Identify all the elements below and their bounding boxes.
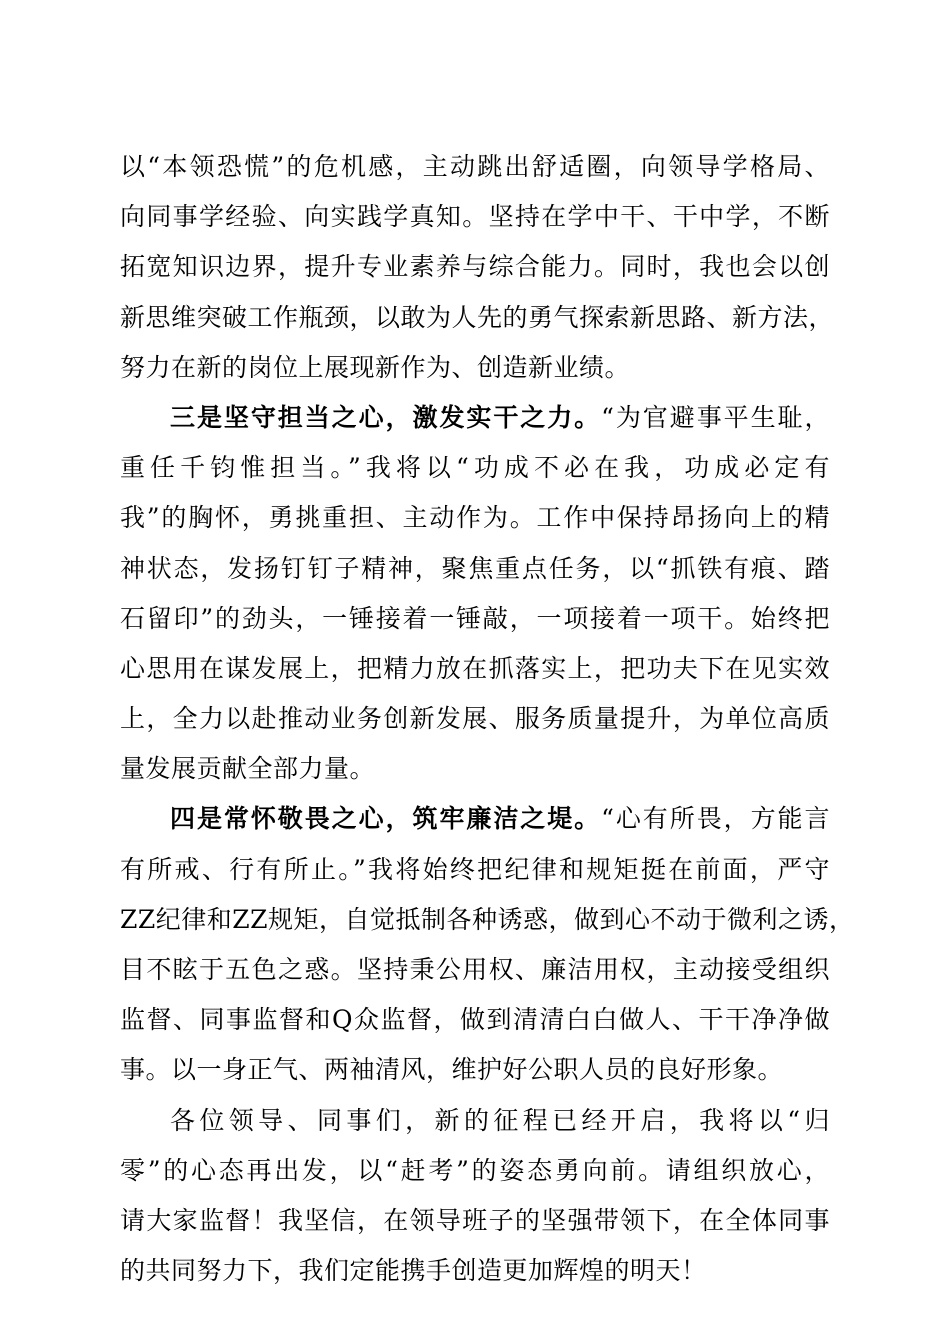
text-line (120, 794, 830, 844)
text-line: 目不眩于五色之惑。坚持秉公用权、廉洁用权，主动接受组织 (120, 955, 830, 984)
text-line: 向同事学经验、向实践学真知。坚持在学中干、干中学，不断 (120, 202, 830, 232)
section-heading: 三是坚守担当之心，激发实干之力。 (170, 402, 602, 432)
text-line: 事。以一身正气、两袖清风，维护好公职人员的良好形象。 (120, 1055, 784, 1085)
paragraph-2 (120, 393, 830, 795)
text-line: 上，全力以赴推动业务创新发展、服务质量提升，为单位高质 (120, 704, 830, 734)
text-line: 监督、同事监督和Q众监督，做到清清白白做人、干干净净做 (120, 1005, 830, 1035)
text-line (120, 393, 830, 443)
text-line: 零”的心态再出发，以“赶考”的姿态勇向前。请组织放心， (120, 1155, 830, 1185)
text-line: 心思用在谋发展上，把精力放在抓落实上，把功夫下在见实效 (120, 653, 830, 683)
text-line: ZZ纪律和ZZ规矩，自觉抵制各种诱惑，做到心不动于微利之诱， (120, 904, 855, 934)
text-fragment: “为官避事平生耻， (601, 402, 830, 432)
text-line: 神状态，发扬钉钉子精神，聚焦重点任务，以“抓铁有痕、踏 (120, 553, 830, 583)
text-line: 拓宽知识边界，提升专业素养与综合能力。同时，我也会以创 (120, 252, 830, 282)
text-line: 有所戒、行有所止。”我将始终把纪律和规矩挺在前面，严守 (120, 854, 830, 884)
text-line: 新思维突破工作瓶颈，以敢为人先的勇气探索新思路、新方法， (120, 302, 835, 332)
text-line: 的共同努力下，我们定能携手创造更加辉煌的明天！ (120, 1256, 707, 1286)
paragraph-3 (120, 794, 855, 1095)
text-line: 努力在新的岗位上展现新作为、创造新业绩。 (120, 352, 631, 382)
paragraph-4 (120, 1096, 830, 1297)
text-line: 各位领导、同事们，新的征程已经开启，我将以“归 (170, 1105, 830, 1135)
section-heading: 四是常怀敬畏之心，筑牢廉洁之堤。 (170, 804, 602, 834)
text-line: 量发展贡献全部力量。 (120, 754, 376, 784)
document-body (120, 142, 855, 1296)
text-fragment: “心有所畏，方能言 (601, 804, 830, 834)
text-line: 以“本领恐慌”的危机感，主动跳出舒适圈，向领导学格局、 (120, 152, 830, 181)
text-line: 重任千钧惟担当。”我将以“功成不必在我，功成必定有 (120, 453, 830, 483)
text-line: 我”的胸怀，勇挑重担、主动作为。工作中保持昂扬向上的精 (120, 503, 830, 533)
text-line: 石留印”的劲头，一锤接着一锤敲，一项接着一项干。始终把 (120, 603, 830, 633)
paragraph-1 (120, 142, 835, 393)
text-line: 请大家监督！我坚信，在领导班子的坚强带领下，在全体同事 (120, 1205, 830, 1235)
